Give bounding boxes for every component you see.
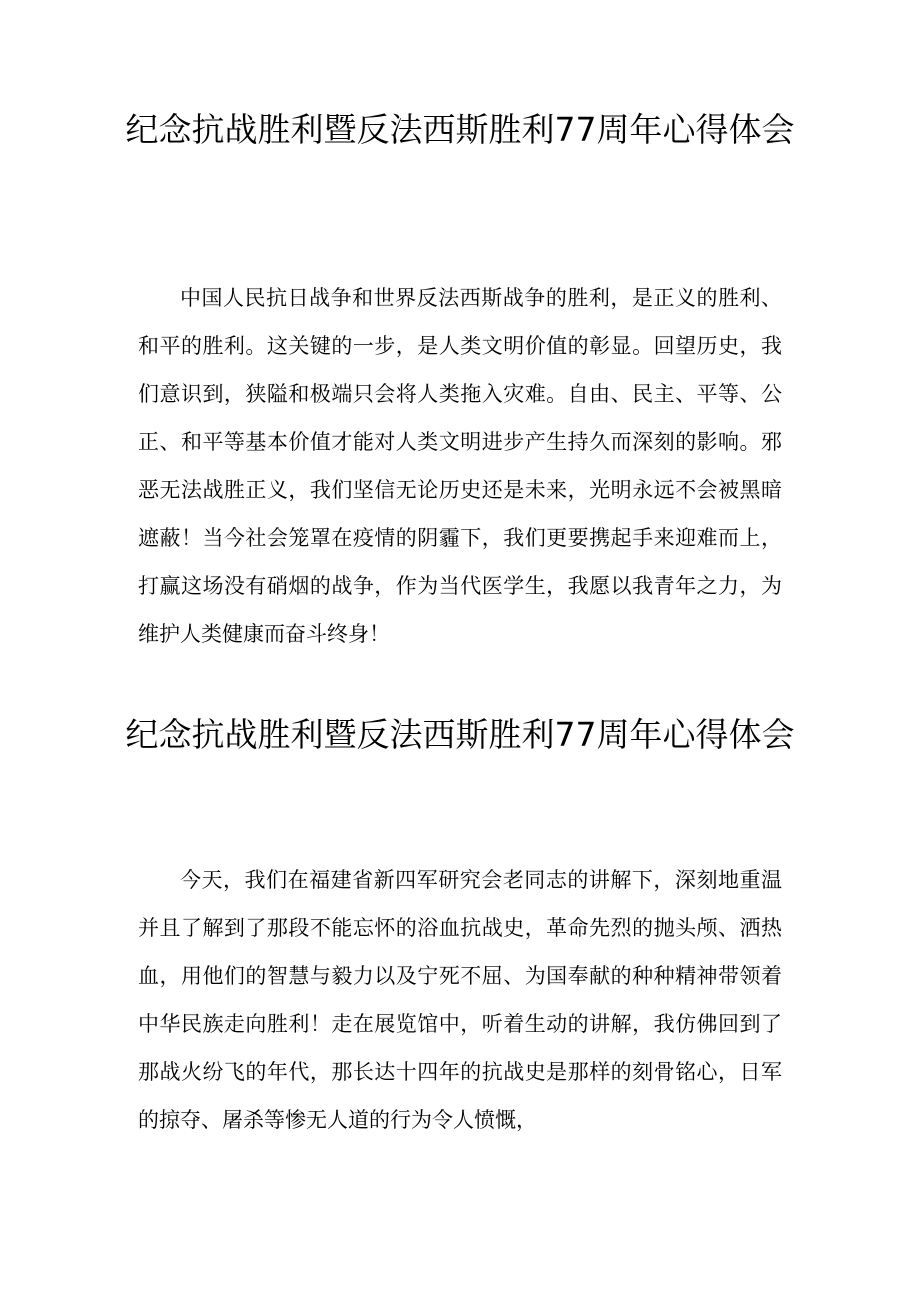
section-title: 纪念抗战胜利暨反法西斯胜利77周年心得体会 [125,110,795,149]
section-title: 纪念抗战胜利暨反法西斯胜利77周年心得体会 [125,715,795,754]
section-body-paragraph: 中国人民抗日战争和世界反法西斯战争的胜利，是正义的胜利、和平的胜利。这关键的一步，是人类文明价值的彰显。回望历史，我们意识到，狭隘和极端只会将人类拖入灾难。自由、民主、平等、公正、和平等基本价值才能对人类文明进步产生持久而深刻的影响。邪恶无法战胜正义，我们坚信无论历史还是未来，光明永远不会被黑暗遮蔽！当今社会笼罩在疫情的阴霾下，我们更要携起手来迎难而上，打赢这场没有硝烟的战争，作为当代医学生，我愿以我青年之力，为维护人类健康而奋斗终身！ [138,286,782,646]
section-body-paragraph: 今天，我们在福建省新四军研究会老同志的讲解下，深刻地重温并且了解到了那段不能忘怀的浴血抗战史，革命先烈的抛头颅、洒热血，用他们的智慧与毅力以及宁死不屈、为国奉献的种种精神带领着中华民族走向胜利！走在展览馆中，听着生动的讲解，我仿佛回到了那战火纷飞的年代，那长达十四年的抗战史是那样的刻骨铭心，日军的掠夺、屠杀等惨无人道的行为令人愤慨， [138,868,782,1132]
